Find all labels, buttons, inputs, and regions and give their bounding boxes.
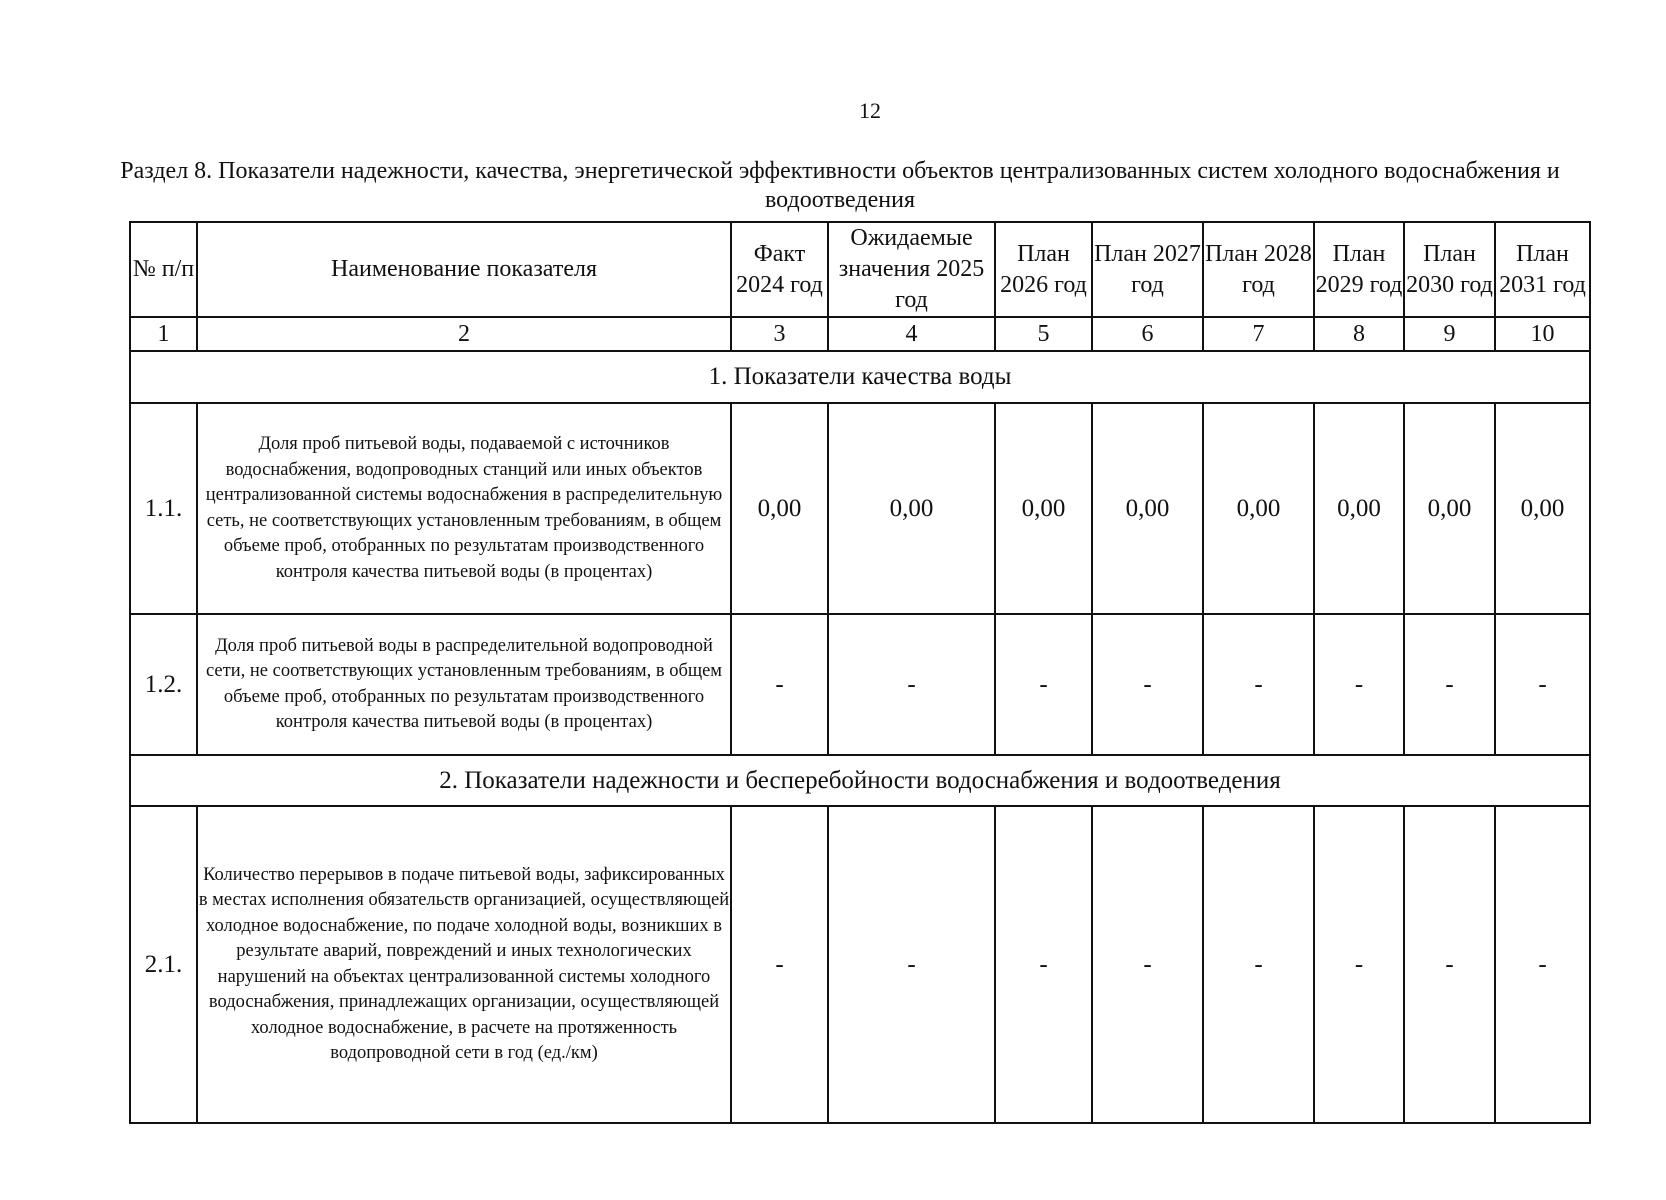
value-cell: - bbox=[1203, 806, 1314, 1123]
value-cell: 0,00 bbox=[1495, 403, 1590, 614]
page-number: 12 bbox=[859, 98, 881, 123]
column-number-cell: 9 bbox=[1404, 317, 1495, 351]
value-cell: - bbox=[1495, 614, 1590, 755]
header-cell-plan-2029: План 2029 год bbox=[1314, 222, 1404, 317]
indicator-name: Доля проб питьевой воды, подаваемой с источников водоснабжения, водопроводных станций или иных объектов централизованной системы водоснабжения в распределительную сеть, не соответствующих установленным требованиям, в общем объеме проб, отобранных по результатам производственного контроля качества питьевой воды (в процентах) bbox=[197, 403, 731, 614]
header-cell-name: Наименование показателя bbox=[197, 222, 731, 317]
section-header-row bbox=[130, 755, 1590, 806]
value-cell: - bbox=[1404, 806, 1495, 1123]
table-row bbox=[130, 614, 1590, 755]
value-cell: - bbox=[1203, 614, 1314, 755]
header-row bbox=[130, 222, 1590, 317]
column-number-cell: 4 bbox=[828, 317, 995, 351]
column-number-cell: 6 bbox=[1092, 317, 1203, 351]
header-cell-fact-2024: Факт 2024 год bbox=[731, 222, 828, 317]
value-cell: - bbox=[731, 806, 828, 1123]
row-number: 1.2. bbox=[130, 614, 197, 755]
value-cell: - bbox=[828, 614, 995, 755]
section-title: Раздел 8. Показатели надежности, качества, энергетической эффективности объектов централизованных систем холодного водоснабжения и водоотведения bbox=[120, 158, 1560, 213]
section-heading-water-quality: 1. Показатели качества воды bbox=[130, 351, 1590, 403]
column-number-cell: 10 bbox=[1495, 317, 1590, 351]
value-cell: - bbox=[995, 806, 1092, 1123]
column-number-cell: 7 bbox=[1203, 317, 1314, 351]
value-cell: - bbox=[731, 614, 828, 755]
table-row bbox=[130, 403, 1590, 614]
value-cell: - bbox=[1092, 806, 1203, 1123]
header-cell-plan-2027: План 2027 год bbox=[1092, 222, 1203, 317]
value-cell: - bbox=[1092, 614, 1203, 755]
table-row bbox=[130, 806, 1590, 1123]
indicators-table bbox=[129, 221, 1591, 1124]
row-number: 2.1. bbox=[130, 806, 197, 1123]
column-number-cell: 2 bbox=[197, 317, 731, 351]
section-header-row bbox=[130, 351, 1590, 403]
header-cell-plan-2028: План 2028 год bbox=[1203, 222, 1314, 317]
value-cell: - bbox=[995, 614, 1092, 755]
column-number-cell: 3 bbox=[731, 317, 828, 351]
column-number-cell: 8 bbox=[1314, 317, 1404, 351]
value-cell: 0,00 bbox=[1314, 403, 1404, 614]
header-cell-plan-2026: План 2026 год bbox=[995, 222, 1092, 317]
header-cell-number: № п/п bbox=[130, 222, 197, 317]
value-cell: - bbox=[828, 806, 995, 1123]
column-number-cell: 1 bbox=[130, 317, 197, 351]
value-cell: - bbox=[1495, 806, 1590, 1123]
value-cell: 0,00 bbox=[1203, 403, 1314, 614]
section-heading-reliability: 2. Показатели надежности и бесперебойности водоснабжения и водоотведения bbox=[130, 755, 1590, 806]
header-cell-expected-2025: Ожидаемые значения 2025 год bbox=[828, 222, 995, 317]
header-cell-plan-2030: План 2030 год bbox=[1404, 222, 1495, 317]
value-cell: - bbox=[1314, 806, 1404, 1123]
value-cell: 0,00 bbox=[1404, 403, 1495, 614]
value-cell: - bbox=[1404, 614, 1495, 755]
indicator-name: Количество перерывов в подаче питьевой воды, зафиксированных в местах исполнения обязательств организацией, осуществляющей холодное водоснабжение, по подаче холодной воды, возникших в результате аварий, повреждений и иных технологических нарушений на объектах централизованной системы холодного водоснабжения, принадлежащих организации, осуществляющей холодное водоснабжение, в расчете на протяженность водопроводной сети в год (ед./км) bbox=[197, 806, 731, 1123]
value-cell: 0,00 bbox=[1092, 403, 1203, 614]
column-number-cell: 5 bbox=[995, 317, 1092, 351]
row-number: 1.1. bbox=[130, 403, 197, 614]
header-cell-plan-2031: План 2031 год bbox=[1495, 222, 1590, 317]
value-cell: 0,00 bbox=[731, 403, 828, 614]
value-cell: 0,00 bbox=[828, 403, 995, 614]
indicator-name: Доля проб питьевой воды в распределительной водопроводной сети, не соответствующих установленным требованиям, в общем объеме проб, отобранных по результатам производственного контроля качества питьевой воды (в процентах) bbox=[197, 614, 731, 755]
column-number-row bbox=[130, 317, 1590, 351]
value-cell: - bbox=[1314, 614, 1404, 755]
value-cell: 0,00 bbox=[995, 403, 1092, 614]
